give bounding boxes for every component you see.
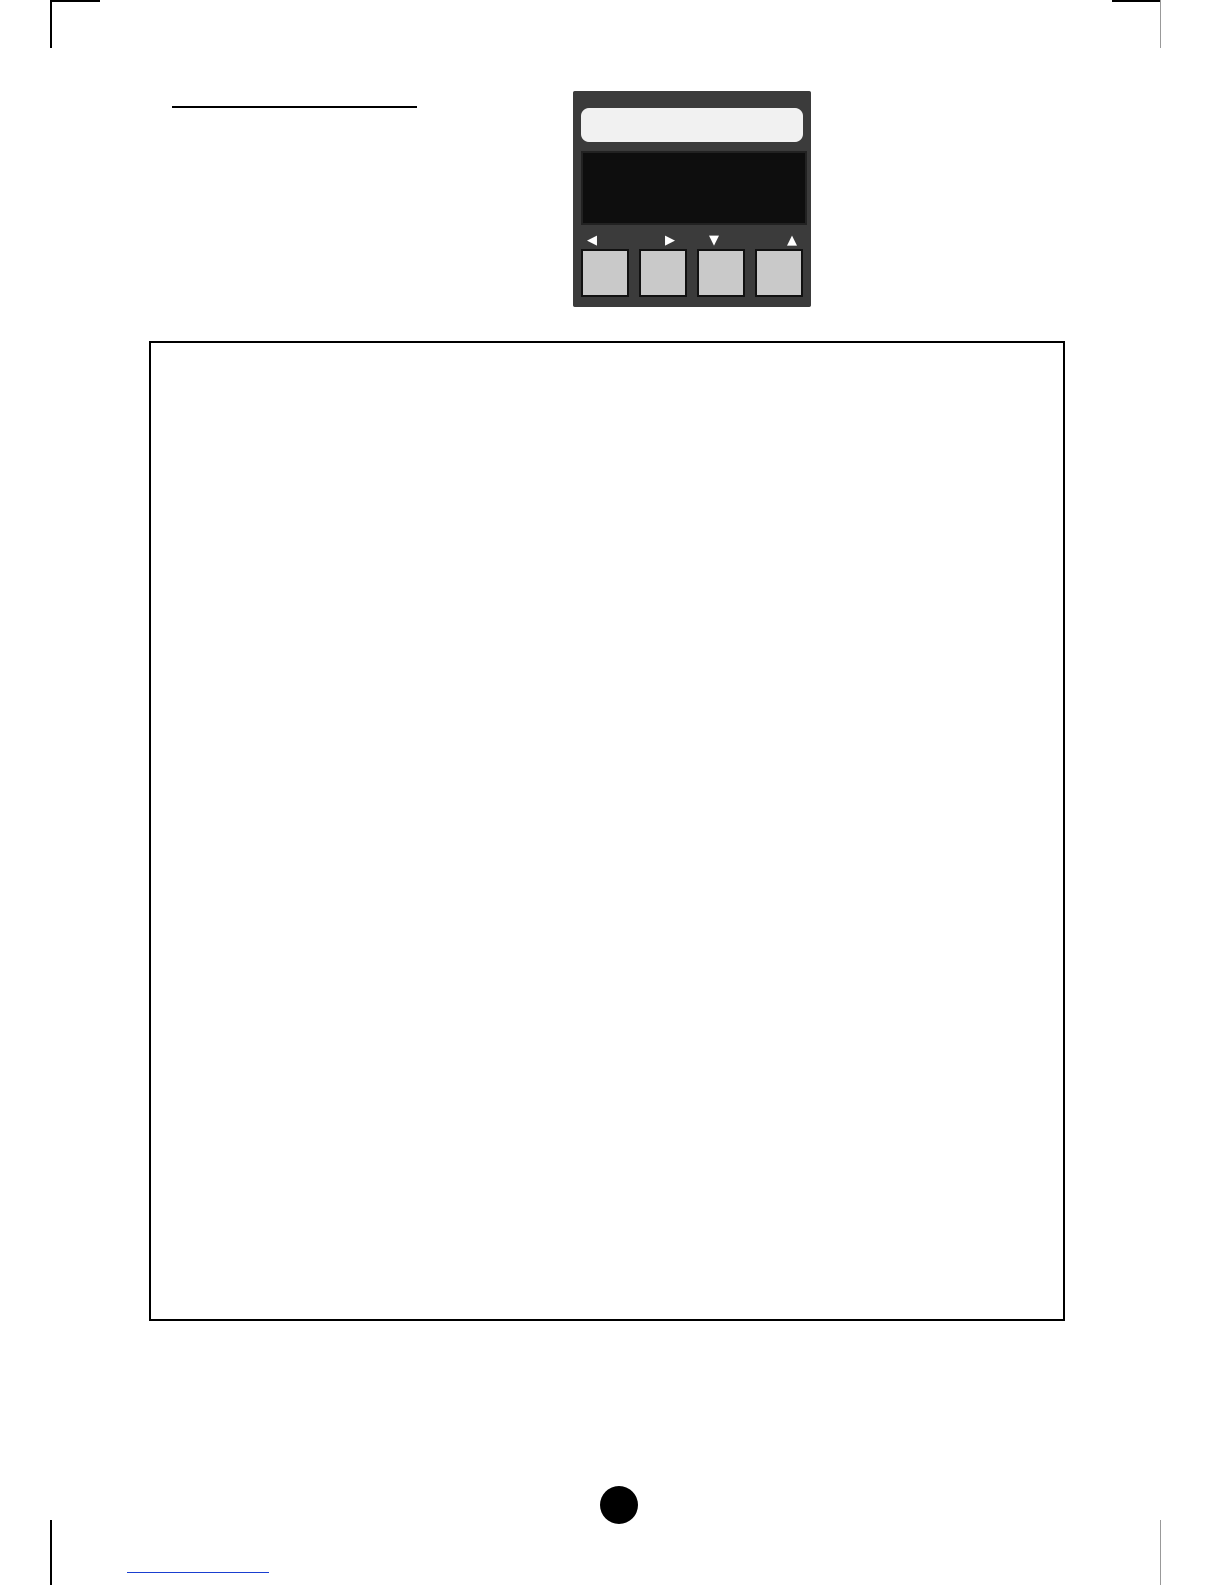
control-board-label — [581, 108, 803, 142]
menu-right-arrow-icon: ▶ — [665, 232, 675, 248]
select-down-button — [697, 249, 745, 297]
select-up-button — [755, 249, 803, 297]
crop-mark-bottom-left-v — [50, 1520, 52, 1585]
page-number-dot — [600, 1486, 638, 1524]
crop-mark-top-right-h — [1112, 0, 1160, 2]
select-up-arrow-icon: ▲ — [787, 232, 797, 248]
control-board-nav — [581, 231, 803, 249]
menu-left-arrow-icon: ◀ — [587, 232, 597, 248]
control-board-photo — [573, 91, 811, 307]
crop-mark-top-left-v — [50, 0, 52, 48]
crop-mark-top-left-h — [52, 0, 100, 2]
control-board-buttons — [581, 249, 803, 299]
select-down-arrow-icon: ▼ — [709, 232, 719, 248]
title-rule — [172, 106, 417, 108]
crop-mark-top-right-v — [1160, 0, 1161, 48]
menu-right-button — [639, 249, 687, 297]
menu-table — [149, 341, 1065, 1321]
control-board-display — [581, 151, 807, 225]
crop-mark-bottom-right-v — [1160, 1520, 1161, 1585]
control-board-display-text — [583, 153, 805, 223]
menu-left-button — [581, 249, 629, 297]
bottom-link-rule — [127, 1572, 269, 1573]
